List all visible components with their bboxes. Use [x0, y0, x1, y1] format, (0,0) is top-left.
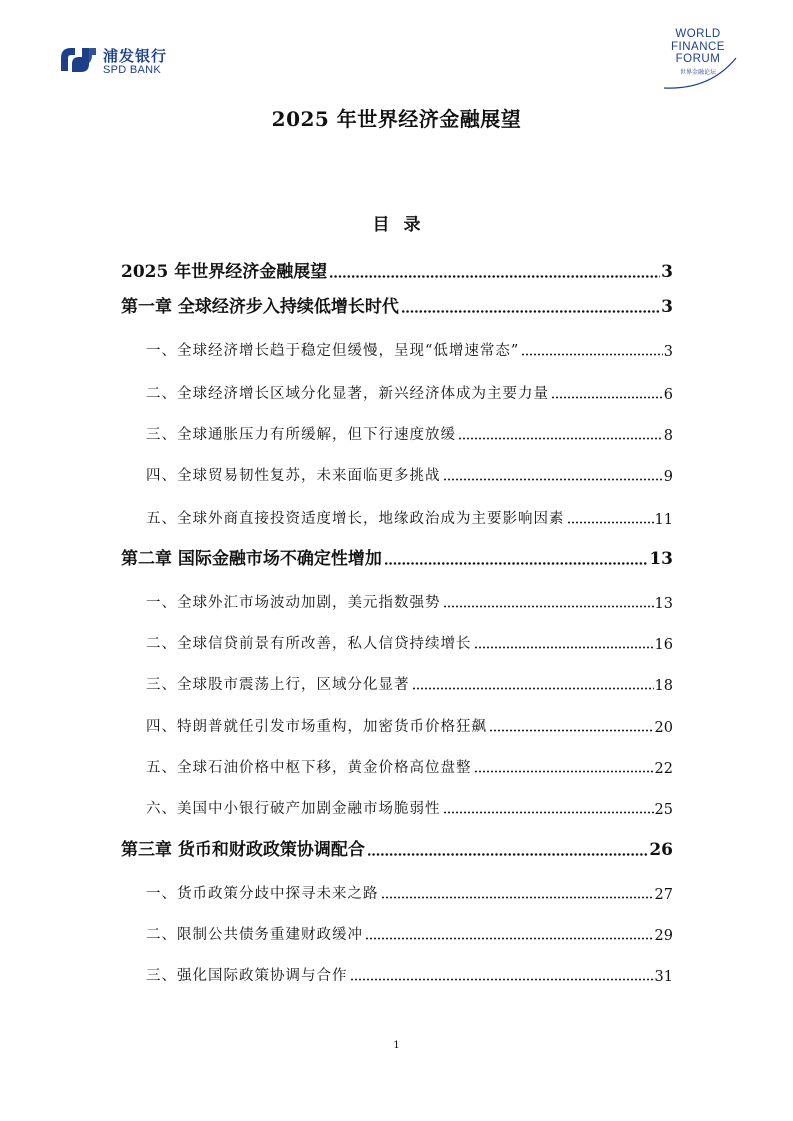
- toc-entry-title: 一、全球经济增长趋于稳定但缓慢，呈现“低增速常态”: [146, 343, 520, 359]
- forum-swoosh-icon: [650, 28, 746, 94]
- toc-entry-page: 20: [654, 720, 673, 736]
- toc-entry-page: 9: [663, 469, 673, 485]
- toc-entry-page: 3: [663, 344, 673, 360]
- toc-entry-page: 3: [661, 262, 673, 282]
- toc-entry-page: 26: [649, 840, 673, 860]
- spd-bank-name-en: SPD BANK: [103, 64, 162, 76]
- toc-dot-leader: [567, 521, 654, 524]
- toc-entry-title: 三、全球通胀压力有所缓解，但下行速度放缓: [146, 427, 456, 443]
- toc-entry-page: 27: [654, 887, 673, 903]
- toc-entry-page: 13: [649, 549, 673, 569]
- toc-dot-leader: [350, 978, 654, 981]
- spd-bank-logo-icon: [58, 44, 98, 76]
- forum-logo-line: WORLD: [675, 28, 721, 40]
- toc-entry-page: 29: [654, 928, 673, 944]
- toc-section-entry[interactable]: [121, 873, 673, 903]
- toc-entry-title: 二、全球经济增长区域分化显著，新兴经济体成为主要力量: [146, 386, 549, 402]
- toc-entry-title: 二、限制公共债务重建财政缓冲: [146, 927, 363, 943]
- toc-section-entry[interactable]: [121, 914, 673, 944]
- toc-section-entry[interactable]: [121, 373, 673, 403]
- toc-entry-page: 13: [654, 596, 673, 612]
- page-number: 1: [393, 1040, 400, 1051]
- world-finance-forum-logo: [650, 28, 746, 94]
- toc-entry-title: 第一章 全球经济步入持续低增长时代: [121, 297, 399, 317]
- toc-entry-page: 31: [654, 969, 673, 985]
- toc-heading-text: 目录: [372, 215, 435, 235]
- toc-entry-page: 22: [654, 761, 673, 777]
- toc-section-entry[interactable]: [121, 747, 673, 777]
- toc-section-entry[interactable]: [121, 623, 673, 653]
- toc-entry-page: 6: [663, 387, 673, 403]
- toc-section-entry[interactable]: [121, 664, 673, 694]
- toc-entry-title: 第三章 货币和财政政策协调配合: [121, 840, 365, 860]
- toc-entry-title: 三、强化国际政策协调与合作: [146, 968, 348, 984]
- toc-entry-page: 3: [661, 297, 673, 317]
- toc-entry-title: 一、货币政策分歧中探寻未来之路: [146, 886, 379, 902]
- forum-logo-name-cn: 世界金融论坛: [679, 68, 716, 76]
- toc-chapter-entry[interactable]: [121, 539, 673, 569]
- toc-entry-title: 五、全球石油价格中枢下移，黄金价格高位盘整: [146, 760, 472, 776]
- toc-entry-page: 11: [654, 512, 673, 528]
- toc-section-entry[interactable]: [121, 582, 673, 612]
- toc-dot-leader: [367, 853, 648, 856]
- toc-entry-title: 二、全球信贷前景有所改善，私人信贷持续增长: [146, 636, 472, 652]
- toc-dot-leader: [458, 437, 663, 440]
- toc-section-entry[interactable]: [121, 955, 673, 985]
- forum-logo-line: FINANCE: [671, 40, 725, 53]
- toc-dot-leader: [443, 478, 663, 481]
- toc-entry-title: 第二章 国际金融市场不确定性增加: [121, 549, 382, 569]
- toc-dot-leader: [474, 646, 654, 649]
- toc-heading: [0, 210, 793, 235]
- toc-entry-page: 18: [654, 678, 673, 694]
- toc-section-entry[interactable]: [121, 706, 673, 736]
- toc-dot-leader: [401, 310, 660, 313]
- toc-dot-leader: [443, 605, 654, 608]
- toc-dot-leader: [329, 275, 660, 278]
- toc-entry-title: 四、全球贸易韧性复苏，未来面临更多挑战: [146, 468, 441, 484]
- toc-dot-leader: [384, 562, 648, 565]
- toc-entry-page: 8: [663, 428, 673, 444]
- toc-entry-page: 16: [654, 637, 673, 653]
- toc-dot-leader: [521, 353, 662, 356]
- toc-dot-leader: [381, 896, 654, 899]
- toc-section-entry[interactable]: [121, 498, 673, 528]
- forum-logo-line: FORUM: [675, 53, 721, 65]
- toc-entry-title: 三、全球股市震荡上行，区域分化显著: [146, 677, 410, 693]
- toc-dot-leader: [443, 811, 654, 814]
- toc-dot-leader: [474, 770, 654, 773]
- toc-entry-title: 一、全球外汇市场波动加剧，美元指数强势: [146, 595, 441, 611]
- toc-dot-leader: [412, 687, 654, 690]
- toc-entry-title: 五、全球外商直接投资适度增长，地缘政治成为主要影响因素: [146, 511, 565, 527]
- toc-chapter-entry[interactable]: [121, 287, 673, 317]
- toc-chapter-entry[interactable]: [121, 830, 673, 860]
- document-title: 2025 年世界经济金融展望: [271, 107, 522, 131]
- toc-entry-title: 四、特朗普就任引发市场重构，加密货币价格狂飙: [146, 719, 487, 735]
- spd-bank-name-cn: 浦发银行: [103, 47, 168, 65]
- toc-entry-page: 25: [654, 802, 673, 818]
- toc-chapter-entry[interactable]: [121, 252, 673, 282]
- toc-section-entry[interactable]: [121, 330, 673, 360]
- spd-bank-logo: [58, 44, 198, 78]
- toc-dot-leader: [551, 396, 663, 399]
- toc-section-entry[interactable]: [121, 455, 673, 485]
- toc-dot-leader: [489, 729, 654, 732]
- toc-entry-title: 六、美国中小银行破产加剧金融市场脆弱性: [146, 801, 441, 817]
- toc-dot-leader: [365, 937, 654, 940]
- toc-entry-title: 2025 年世界经济金融展望: [121, 262, 328, 282]
- toc-section-entry[interactable]: [121, 414, 673, 444]
- toc-section-entry[interactable]: [121, 788, 673, 818]
